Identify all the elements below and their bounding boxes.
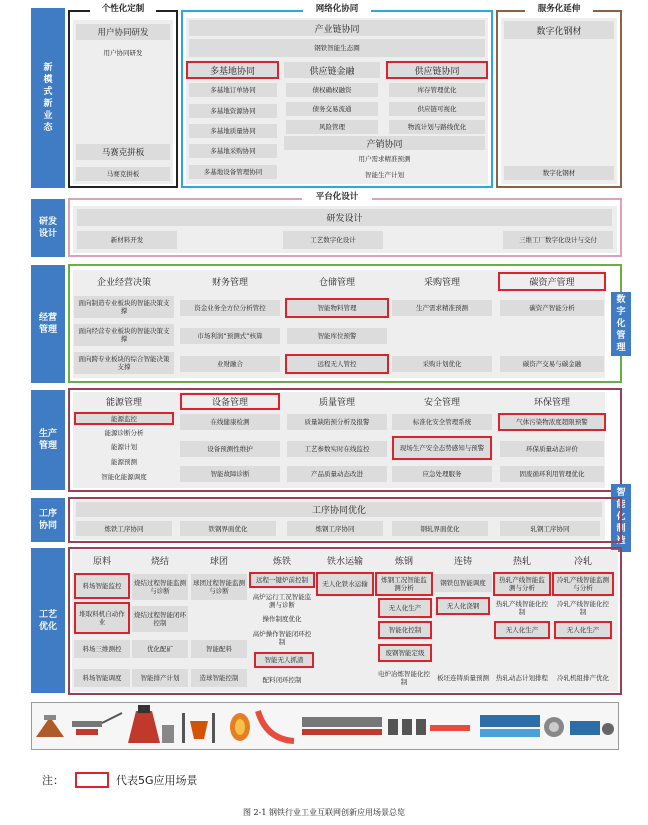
prod-item: 智能化能源调度 bbox=[101, 473, 147, 481]
process-coord-item: 轧钢工序协同 bbox=[500, 521, 600, 536]
mgmt-item: 碳资产交易与碳金融 bbox=[500, 356, 604, 372]
service-tag: 服务化延伸 bbox=[525, 4, 593, 16]
prod-item: 环保质量动态评价 bbox=[500, 441, 604, 457]
prod-item: 在线健康检测 bbox=[180, 414, 280, 430]
process-flow-illustration bbox=[31, 702, 619, 750]
section-label-rd: 研发设计 bbox=[31, 199, 65, 257]
mgmt-item: 智能物料管理 bbox=[285, 298, 389, 318]
opt-item: 钢铁包智能调度 bbox=[434, 574, 492, 592]
opt-head: 连铸 bbox=[453, 556, 472, 567]
mosaic-head: 马赛克拼板 bbox=[76, 144, 170, 160]
opt-item: 无人化铁水运输 bbox=[316, 572, 374, 596]
opt-item: 料场智能监控 bbox=[74, 573, 130, 599]
sales-item: 智能生产计划 bbox=[365, 170, 404, 179]
digital-steel-item: 数字化钢材 bbox=[504, 166, 614, 180]
supply-item: 物流计划与路线优化 bbox=[389, 120, 485, 134]
prod-head: 环保管理 bbox=[533, 398, 570, 408]
section-label-production: 生产管理 bbox=[31, 390, 65, 490]
mgmt-item: 业财融合 bbox=[180, 356, 280, 372]
process-coord-item: 铁钢界面优化 bbox=[180, 521, 276, 536]
opt-item: 冷轧机组排产优化 bbox=[557, 674, 609, 682]
opt-head: 热轧 bbox=[512, 556, 531, 567]
prod-head: 安全管理 bbox=[423, 398, 460, 408]
opt-item: 冷轧产线智能监测与分析 bbox=[552, 572, 614, 596]
opt-item: 优化配矿 bbox=[132, 640, 188, 658]
chain-head: 产业链协同 bbox=[189, 20, 485, 36]
user-rd-item: 用户协同研发 bbox=[103, 49, 143, 57]
section-label-process-coord: 工序协同 bbox=[31, 498, 65, 542]
opt-item: 球团过程智能监测与诊断 bbox=[191, 574, 247, 600]
prod-item: 能源监控 bbox=[74, 412, 174, 425]
rd-tag: 平台化设计 bbox=[302, 192, 372, 204]
multibase-item: 多基地采购协同 bbox=[189, 144, 277, 158]
opt-item: 电炉冶炼智能化控制 bbox=[378, 670, 430, 686]
mgmt-item: 智能库位预警 bbox=[287, 328, 387, 344]
network-tag: 网络化协同 bbox=[303, 4, 371, 16]
finance-head: 供应链金融 bbox=[284, 62, 380, 78]
opt-item: 智能无人抓渣 bbox=[254, 652, 314, 668]
multibase-head: 多基地协同 bbox=[186, 61, 279, 79]
prod-item: 质量缺陷预分析及报警 bbox=[287, 414, 387, 430]
opt-item: 堆取料机自动作业 bbox=[74, 602, 130, 634]
process-coord-head: 工序协同优化 bbox=[76, 502, 602, 517]
prod-item: 能源预测 bbox=[111, 458, 137, 466]
opt-head: 烧结 bbox=[150, 556, 169, 567]
mgmt-head: 企业经营决策 bbox=[96, 278, 151, 288]
mgmt-item: 面向跨专业板块的综合智能决策支撑 bbox=[74, 352, 174, 374]
prod-item: 能源诊断分析 bbox=[104, 429, 144, 437]
opt-item: 烧结过程智能闭环控制 bbox=[132, 606, 188, 632]
section-label-new-model: 新模式新业态 bbox=[31, 8, 65, 188]
digital-steel-head: 数字化钢材 bbox=[504, 21, 614, 39]
opt-item: 冷轧产线智能化控制 bbox=[557, 600, 609, 616]
prod-item: 气体污染物浓度超限预警 bbox=[498, 413, 606, 431]
right-tag-smart-mfg: 智能化制造 bbox=[611, 484, 631, 552]
multibase-item: 多基地质量协同 bbox=[189, 124, 277, 138]
opt-item: 高炉运行工况智能监测与诊断 bbox=[252, 593, 312, 609]
opt-item: 料场智能调度 bbox=[74, 669, 130, 687]
prod-item: 固废循环利用管理优化 bbox=[500, 466, 604, 482]
opt-head: 原料 bbox=[92, 556, 111, 567]
opt-item: 无人化生产 bbox=[378, 598, 432, 618]
right-tag-digital-mgmt: 数字化管理 bbox=[611, 292, 631, 356]
mgmt-item: 资金业务全方位分析管控 bbox=[180, 300, 280, 316]
opt-item: 智能配料 bbox=[191, 640, 247, 658]
process-coord-item: 炼铁工序协同 bbox=[76, 521, 172, 536]
legend-text: 代表5G应用场景 bbox=[116, 774, 198, 787]
opt-item: 无人化浇钢 bbox=[436, 597, 490, 615]
rd-item: 三维工厂数字化设计与交付 bbox=[503, 231, 613, 249]
opt-item: 板坯连铸质量预测 bbox=[437, 674, 489, 682]
finance-item: 债务交易流通 bbox=[286, 102, 378, 116]
supply-item: 库存管理优化 bbox=[389, 83, 485, 97]
multibase-item: 多基地订单协同 bbox=[189, 83, 277, 97]
user-rd-head: 用户协同研发 bbox=[76, 24, 170, 40]
opt-item: 造球智能控制 bbox=[191, 669, 247, 687]
sales-head: 产销协同 bbox=[284, 136, 485, 150]
chain-item: 钢铁智能生态圈 bbox=[189, 39, 485, 57]
legend-swatch bbox=[75, 772, 109, 788]
opt-item: 废钢智能定级 bbox=[378, 644, 432, 662]
supply-head: 供应链协同 bbox=[386, 61, 488, 79]
supply-item: 供应链可视化 bbox=[389, 102, 485, 116]
opt-item: 炼钢工况智能监测分析 bbox=[375, 572, 433, 596]
opt-item: 智能化控制 bbox=[378, 621, 432, 639]
mgmt-item: 碳资产智能分析 bbox=[500, 300, 604, 316]
prod-head: 质量管理 bbox=[318, 398, 355, 408]
mgmt-item: 生产需求精准预测 bbox=[392, 300, 492, 316]
opt-item: 远程一键炉前控制 bbox=[249, 572, 315, 588]
prod-head: 设备管理 bbox=[180, 393, 280, 410]
rd-item: 新材料开发 bbox=[77, 231, 177, 249]
prod-item: 现场生产安全态势感知与预警 bbox=[392, 436, 492, 460]
opt-item: 无人化生产 bbox=[494, 621, 550, 639]
opt-head: 炼铁 bbox=[272, 556, 291, 567]
opt-item: 无人化生产 bbox=[554, 621, 612, 639]
personalized-tag: 个性化定制 bbox=[90, 4, 156, 16]
rd-head: 研发设计 bbox=[77, 209, 612, 226]
process-coord-item: 钢轧界面优化 bbox=[392, 521, 488, 536]
mgmt-head: 采购管理 bbox=[423, 278, 460, 288]
mgmt-item: 远程无人管控 bbox=[285, 354, 389, 374]
prod-item: 设备预测性维护 bbox=[180, 441, 280, 457]
legend-prefix: 注： bbox=[42, 774, 64, 787]
figure-caption: 图 2-1 钢铁行业工业互联网创新应用场景总览 bbox=[243, 808, 405, 817]
prod-item: 标准化安全管理系统 bbox=[392, 414, 492, 430]
opt-item: 配料闭环控制 bbox=[262, 676, 302, 684]
section-label-process-opt: 工艺优化 bbox=[31, 548, 65, 693]
opt-item: 热轧动态计划排程 bbox=[496, 674, 548, 682]
prod-item: 工艺参数实时在线监控 bbox=[287, 441, 387, 457]
mgmt-item: 面向经营专业板块的智能决策支撑 bbox=[74, 324, 174, 346]
finance-item: 风险管理 bbox=[286, 120, 378, 134]
prod-item: 智能故障诊断 bbox=[180, 466, 280, 482]
prod-item: 产品质量动态改进 bbox=[287, 466, 387, 482]
opt-item: 智能排产计划 bbox=[132, 669, 188, 687]
prod-item: 应急处理服务 bbox=[392, 466, 492, 482]
prod-head: 能源管理 bbox=[105, 398, 142, 408]
finance-item: 债权确权融资 bbox=[286, 83, 378, 97]
multibase-item: 多基地设备管理协同 bbox=[189, 165, 277, 179]
opt-head: 球团 bbox=[209, 556, 228, 567]
mgmt-item: 面向制造专业板块的智能决策支撑 bbox=[74, 296, 174, 318]
sales-item: 用户需求精准预测 bbox=[358, 154, 411, 163]
opt-head: 铁水运输 bbox=[326, 556, 363, 567]
mgmt-head: 碳资产管理 bbox=[498, 272, 606, 291]
opt-item: 热轧产线智能监测与分析 bbox=[493, 572, 551, 596]
opt-item: 高炉操作智能闭环控制 bbox=[252, 630, 312, 646]
mosaic-item: 马赛克拼板 bbox=[76, 167, 170, 181]
service-panel bbox=[501, 18, 617, 184]
opt-item: 料场三维测控 bbox=[74, 640, 130, 658]
opt-item: 热轧产线智能化控制 bbox=[496, 600, 548, 616]
mgmt-item: 采购计划优化 bbox=[392, 356, 492, 372]
mgmt-head: 财务管理 bbox=[211, 278, 248, 288]
prod-item: 能源计划 bbox=[111, 443, 137, 451]
rd-item: 工艺数字化设计 bbox=[283, 231, 383, 249]
opt-item: 烧结过程智能监测与诊断 bbox=[132, 574, 188, 600]
process-coord-item: 炼钢工序协同 bbox=[287, 521, 383, 536]
opt-head: 冷轧 bbox=[573, 556, 592, 567]
opt-head: 炼钢 bbox=[394, 556, 413, 567]
section-label-management: 经营管理 bbox=[31, 265, 65, 383]
multibase-item: 多基地资源协同 bbox=[189, 104, 277, 118]
opt-item: 操作制度优化 bbox=[262, 615, 302, 623]
process-flow-drawing bbox=[32, 703, 620, 751]
mgmt-item: 市场利润“预测式”核算 bbox=[180, 328, 280, 344]
mgmt-head: 仓储管理 bbox=[318, 278, 355, 288]
